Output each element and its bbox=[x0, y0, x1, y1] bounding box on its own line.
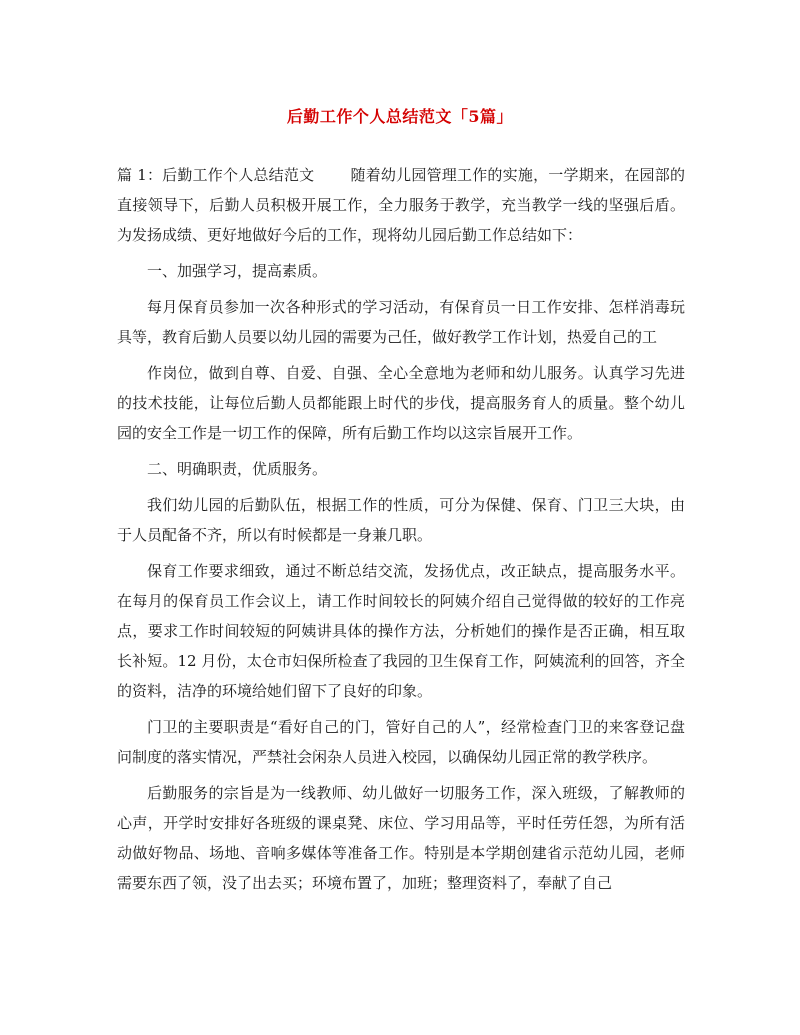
paragraph: 保育工作要求细致，通过不断总结交流，发扬优点，改正缺点，提高服务水平。在每月的保育员工作会议上，请工作时间较长的阿姨介绍自己觉得做的较好的工作亮点，要求工作时间较短的阿姨讲具体的操作方法，分析她们的操作是否正确，相互取长补短。12 月份，太仓市妇保所检查了我园的卫生保育工作，阿姨流利的回答，齐全的资料，洁净的环境给她们留下了良好的印象。 bbox=[117, 562, 685, 700]
document-title: 后勤工作个人总结范文「5篇」 bbox=[286, 107, 514, 126]
paragraph: 后勤服务的宗旨是为一线教师、幼儿做好一切服务工作，深入班级，了解教师的心声，开学时安排好各班级的课桌凳、床位、学习用品等，平时任劳任怨，为所有活动做好物品、场地、音响多媒体等准备工作。特别是本学期创建省示范幼儿园，老师需要东西了领，没了出去买；环境布置了，加班；整理资料了，奉献了自己 bbox=[117, 784, 685, 892]
heading-1: 一、加强学习，提高素质。 bbox=[147, 262, 328, 280]
paragraph: 我们幼儿园的后勤队伍，根据工作的性质，可分为保健、保育、门卫三大块，由于人员配备不齐，所以有时候都是一身兼几职。 bbox=[117, 496, 685, 544]
paragraph: 门卫的主要职责是“看好自己的门，管好自己的人”，经常检查门卫的来客登记盘问制度的落实情况，严禁社会闲杂人员进入校园，以确保幼儿园正常的教学秩序。 bbox=[117, 718, 685, 766]
document-body bbox=[117, 160, 685, 904]
intro-text: 随着幼儿园管理工作的实施，一学期来，在园部的直接领导下，后勤人员积极开展工作，全力服务于教学，充当教学一线的坚强后盾。为发扬成绩、更好地做好今后的工作，现将幼儿园后勤工作总结如下： bbox=[117, 166, 685, 244]
paragraph: 每月保育员参加一次各种形式的学习活动，有保育员一日工作安排、怎样消毒玩具等，教育后勤人员要以幼儿园的需要为己任，做好教学工作计划，热爱自己的工 bbox=[117, 298, 685, 346]
paragraph-intro bbox=[117, 160, 685, 250]
section-label: 篇 1：后勤工作个人总结范文 bbox=[117, 166, 315, 184]
heading-2: 二、明确职责，优质服务。 bbox=[147, 460, 328, 478]
paragraph: 作岗位，做到自尊、自爱、自强、全心全意地为老师和幼儿服务。认真学习先进的技术技能，让每位后勤人员都能跟上时代的步伐，提高服务育人的质量。整个幼儿园的安全工作是一切工作的保障，所有后勤工作均以这宗旨展开工作。 bbox=[117, 364, 685, 442]
